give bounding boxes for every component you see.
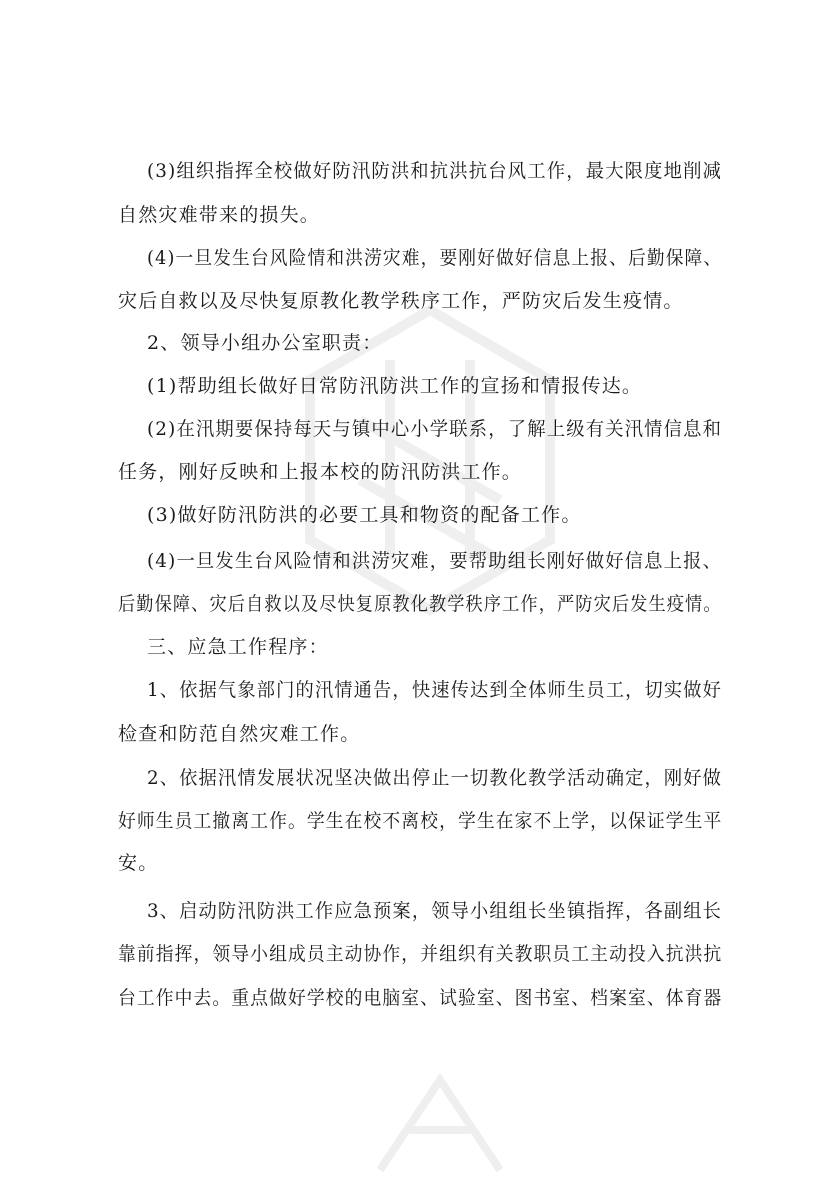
text-line-17: 安。 xyxy=(118,852,159,874)
text-line-16: 好师生员工撤离工作。学生在校不离校，学生在家不上学，以保证学生平 xyxy=(118,810,723,832)
text-line-19: 靠前指挥，领导小组成员主动协作，并组织有关教职员工主动投入抗洪抗 xyxy=(118,943,723,965)
text-line-6: (1)帮助组长做好日常防汛防洪工作的宣扬和情报传达。 xyxy=(147,375,643,397)
text-line-8: 任务，刚好反映和上报本校的防汛防洪工作。 xyxy=(118,461,523,483)
section-heading-office-duties: 2、领导小组办公室职责： xyxy=(147,332,383,354)
text-line-14: 检查和防范自然灾难工作。 xyxy=(118,723,361,745)
text-line-18: 3、启动防汛防洪工作应急预案，领导小组组长坐镇指挥，各副组长 xyxy=(147,900,723,922)
text-line-20: 台工作中去。重点做好学校的电脑室、试验室、图书室、档案室、体育器 xyxy=(118,987,723,1009)
text-line-10: (4)一旦发生台风险情和洪涝灾难，要帮助组长刚好做好信息上报、 xyxy=(147,550,723,572)
text-line-4: 灾后自救以及尽快复原教化教学秩序工作，严防灾后发生疫情。 xyxy=(118,290,684,312)
text-line-13: 1、依据气象部门的汛情通告，快速传达到全体师生员工，切实做好 xyxy=(147,679,723,701)
text-line-9: (3)做好防汛防洪的必要工具和物资的配备工作。 xyxy=(147,504,582,526)
watermark-fragment-icon xyxy=(360,1060,520,1180)
text-line-2: 自然灾难带来的损失。 xyxy=(118,204,321,226)
text-line-7: (2)在汛期要保持每天与镇中心小学联系，了解上级有关汛情信息和 xyxy=(147,418,723,440)
text-line-11: 后勤保障、灾后自救以及尽快复原教化教学秩序工作，严防灾后发生疫情。 xyxy=(118,593,722,615)
text-line-15: 2、依据汛情发展状况坚决做出停止一切教化教学活动确定，刚好做 xyxy=(147,767,723,789)
section-heading-emergency-procedure: 三、应急工作程序： xyxy=(147,636,329,658)
text-line-1: (3)组织指挥全校做好防汛防洪和抗洪抗台风工作，最大限度地削减 xyxy=(147,160,723,182)
text-line-3: (4)一旦发生台风险情和洪涝灾难，要刚好做好信息上报、后勤保障、 xyxy=(147,247,723,269)
